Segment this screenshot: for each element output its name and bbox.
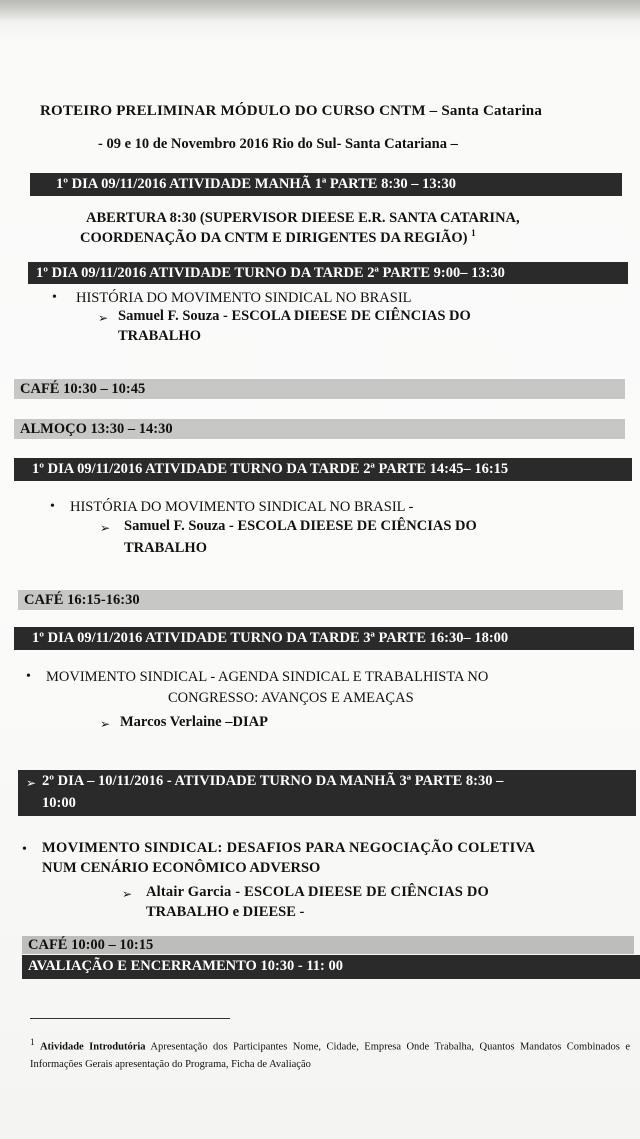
lunch-break: ALMOÇO 13:30 – 14:30 bbox=[14, 419, 625, 439]
footnote-divider bbox=[30, 1018, 230, 1019]
session-4-bullet-2: CONGRESSO: AVANÇOS E AMEAÇAS bbox=[168, 690, 414, 706]
footnote-text: Apresentação dos Participantes Nome, Cidade, Empresa Onde Trabalha, Quantos Mandatos Combinados e Informações Gerais apresentação do Programa, Ficha de Avaliação bbox=[30, 1041, 631, 1070]
session-1-line-1: ABERTURA 8:30 (SUPERVISOR DIEESE E.R. SANTA CATARINA, bbox=[86, 210, 520, 226]
session-1-line-2 bbox=[80, 228, 476, 247]
session-2-heading: 1º DIA 09/11/2016 ATIVIDADE TURNO DA TARDE 2ª PARTE 9:00– 13:30 bbox=[28, 262, 628, 284]
arrow-bullet-icon: ➢ bbox=[26, 776, 37, 790]
footnote-number: 1 bbox=[30, 1037, 35, 1047]
session-3-heading: 1º DIA 09/11/2016 ATIVIDADE TURNO DA TARDE 2ª PARTE 14:45– 16:15 bbox=[14, 458, 632, 481]
session-5-heading-2: 10:00 bbox=[42, 795, 76, 811]
document-subtitle: - 09 e 10 de Novembro 2016 Rio do Sul- Santa Catariana – bbox=[98, 136, 458, 152]
session-1-heading: 1º DIA 09/11/2016 ATIVIDADE MANHÃ 1ª PARTE 8:30 – 13:30 bbox=[30, 173, 622, 196]
session-2-bullet: HISTÓRIA DO MOVIMENTO SINDICAL NO BRASIL bbox=[76, 290, 412, 306]
arrow-bullet-icon: ➢ bbox=[98, 311, 109, 325]
session-5-speaker-1: Altair Garcia - ESCOLA DIEESE DE CIÊNCIAS DO bbox=[146, 884, 490, 900]
bullet-icon: • bbox=[52, 290, 57, 305]
session-3-bullet: HISTÓRIA DO MOVIMENTO SINDICAL NO BRASIL - bbox=[70, 499, 414, 515]
session-4-heading: 1º DIA 09/11/2016 ATIVIDADE TURNO DA TARDE 3ª PARTE 16:30– 18:00 bbox=[14, 627, 634, 650]
bullet-icon: • bbox=[26, 669, 31, 684]
session-4-speaker: Marcos Verlaine –DIAP bbox=[120, 714, 268, 730]
session-2-speaker-2: TRABALHO bbox=[118, 328, 201, 344]
page-shadow bbox=[0, 0, 640, 22]
coffee-break-1: CAFÉ 10:30 – 10:45 bbox=[14, 379, 625, 399]
coffee-break-2: CAFÉ 16:15-16:30 bbox=[18, 590, 623, 610]
footnote-ref: 1 bbox=[471, 228, 476, 238]
session-5-bullet-2: NUM CENÁRIO ECONÔMICO ADVERSO bbox=[42, 860, 321, 876]
coffee-break-3: CAFÉ 10:00 – 10:15 bbox=[22, 936, 634, 954]
arrow-bullet-icon: ➢ bbox=[122, 887, 133, 901]
session-3-speaker-1: Samuel F. Souza - ESCOLA DIEESE DE CIÊNCIAS DO bbox=[124, 518, 477, 534]
session-2-speaker-1: Samuel F. Souza - ESCOLA DIEESE DE CIÊNCIAS DO bbox=[118, 308, 471, 324]
arrow-bullet-icon: ➢ bbox=[100, 717, 111, 731]
session-4-bullet-1: MOVIMENTO SINDICAL - AGENDA SINDICAL E TRABALHISTA NO bbox=[46, 669, 489, 685]
bullet-icon: • bbox=[22, 842, 27, 857]
session-1-line-2-text: COORDENAÇÃO DA CNTM E DIRIGENTES DA REGIÃO) bbox=[80, 229, 468, 246]
session-5-speaker-2: TRABALHO e DIEESE - bbox=[146, 904, 305, 920]
arrow-bullet-icon: ➢ bbox=[100, 521, 111, 535]
session-5-heading-1: 2º DIA – 10/11/2016 - ATIVIDADE TURNO DA MANHÃ 3ª PARTE 8:30 – bbox=[42, 773, 504, 789]
closing-heading: AVALIAÇÃO E ENCERRAMENTO 10:30 - 11: 00 bbox=[22, 955, 640, 979]
session-3-speaker-2: TRABALHO bbox=[124, 540, 207, 556]
footnote-label: Atividade Introdutória bbox=[39, 1041, 146, 1053]
bullet-icon: • bbox=[50, 499, 55, 514]
document-title: ROTEIRO PRELIMINAR MÓDULO DO CURSO CNTM – Santa Catarina bbox=[40, 103, 543, 119]
footnote bbox=[30, 1034, 630, 1073]
session-5-bullet-1: MOVIMENTO SINDICAL: DESAFIOS PARA NEGOCIAÇÃO COLETIVA bbox=[42, 840, 536, 856]
